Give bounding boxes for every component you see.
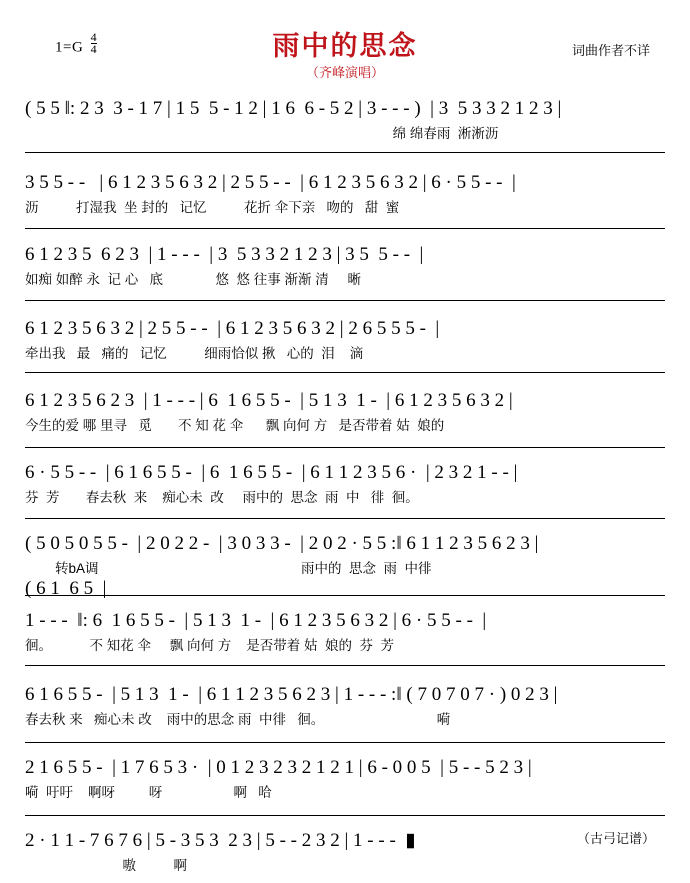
lyric-line: 徊。 不 知花 伞 飘 向何 方 是否带着 姑 娘的 芬 芳 — [25, 637, 395, 653]
page-title: 雨中的思念 — [272, 31, 418, 61]
key-value: G — [71, 39, 84, 56]
system-divider — [25, 228, 665, 229]
notation-line: 6 1 2 3 5 6 2 3 | 1 - - - | 6 1 6 5 5 - | 5 1 3 1 - | 6 1 2 3 5 6 3 2 | — [25, 390, 513, 411]
system-divider — [25, 372, 665, 373]
music-row — [25, 98, 670, 142]
music-row — [25, 757, 670, 801]
music-row — [25, 390, 670, 434]
notation-line: 2 1 6 5 5 - | 1 7 6 5 3 · | 0 1 2 3 2 3 2 1 2 1 | 6 - 0 0 5 | 5 - - 5 2 3 | — [25, 757, 532, 778]
system-divider — [25, 447, 665, 448]
music-row — [25, 318, 670, 362]
notation-line: 1 - - - ‖: 6 1 6 5 5 - | 5 1 3 1 - | 6 1 2 3 5 6 3 2 | 6 · 5 5 - - | — [25, 610, 487, 631]
system-divider — [25, 300, 665, 301]
music-row — [25, 533, 670, 577]
lyric-line: 嗷 啊 — [25, 857, 188, 873]
time-denominator: 4 — [90, 42, 98, 57]
music-row-volta — [25, 578, 670, 600]
lyric-line: 绵 绵春雨 淅淅沥 — [25, 125, 499, 141]
time-numerator: 4 — [90, 30, 98, 44]
lyric-line: 今生的爱 哪 里寻 觅 不 知 花 伞 飘 向何 方 是否带着 姑 娘的 — [25, 417, 445, 433]
system-divider — [25, 518, 665, 519]
notation-line: ( 6 1 6 5 | — [25, 578, 107, 599]
notation-line: 3 5 5 - - | 6 1 2 3 5 6 3 2 | 2 5 5 - - | 6 1 2 3 5 6 3 2 | 6 · 5 5 - - | — [25, 172, 516, 193]
lyric-line: 如痴 如醉 永 记 心 底 悠 悠 往事 渐渐 清 晰 — [25, 271, 362, 287]
lyric-line: 春去秋 来 痴心未 改 雨中的思念 雨 中徘 徊。 嗬 — [25, 711, 451, 727]
notation-line: 6 1 2 3 5 6 2 3 | 1 - - - | 3 5 3 3 2 1 2 3 | 3 5 5 - - | — [25, 244, 424, 265]
system-divider — [25, 152, 665, 153]
notation-line: 2 · 1 1 - 7 6 7 6 | 5 - 3 5 3 2 3 | 5 - - 2 3 2 | 1 - - - ▮ — [25, 830, 416, 851]
lyric-line: 嗬 吁吁 啊呀 呀 啊 哈 — [25, 784, 272, 800]
system-divider — [25, 665, 665, 666]
music-row — [25, 244, 670, 288]
lyric-line: 芬 芳 春去秋 来 痴心未 改 雨中的 思念 雨 中 徘 徊。 — [25, 489, 419, 505]
author-credit: 词曲作者不详 — [571, 43, 650, 58]
notation-line: 6 1 6 5 5 - | 5 1 3 1 - | 6 1 1 2 3 5 6 2 3 | 1 - - - :‖ ( 7 0 7 0 7 · ) 0 2 3 | — [25, 684, 558, 705]
system-divider — [25, 742, 665, 743]
music-row — [25, 610, 670, 654]
notation-line: ( 5 5 ‖: 2 3 3 - 1 7 | 1 5 5 - 1 2 | 1 6 6 - 5 2 | 3 - - - ) | 3 5 3 3 2 1 2 3 | — [25, 98, 562, 119]
transcriber-credit: （古弓记谱） — [576, 831, 655, 846]
lyric-line: 牵出我 最 痛的 记忆 细雨恰似 揪 心的 泪 滴 — [25, 345, 364, 361]
notation-line: ( 5 0 5 0 5 5 - | 2 0 2 2 - | 3 0 3 3 - | 2 0 2 · 5 5 :‖ 6 1 1 2 3 5 6 2 3 | — [25, 533, 539, 554]
music-row — [25, 684, 670, 728]
music-row — [25, 172, 670, 216]
music-row — [25, 462, 670, 506]
lyric-line: 转bA调 雨中的 思念 雨 中徘 — [25, 560, 432, 576]
notation-line: 6 · 5 5 - - | 6 1 6 5 5 - | 6 1 6 5 5 - | 6 1 1 2 3 5 6 · | 2 3 2 1 - - | — [25, 462, 518, 483]
lyric-line: 沥 打湿我 坐 封的 记忆 花折 伞下亲 吻的 甜 蜜 — [25, 199, 400, 215]
music-row — [25, 830, 670, 874]
key-label: 1= — [55, 39, 72, 56]
notation-line: 6 1 2 3 5 6 3 2 | 2 5 5 - - | 6 1 2 3 5 6 3 2 | 2 6 5 5 5 - | — [25, 318, 440, 339]
system-divider — [25, 815, 665, 816]
singer-credit: （齐峰演唱） — [305, 65, 384, 80]
